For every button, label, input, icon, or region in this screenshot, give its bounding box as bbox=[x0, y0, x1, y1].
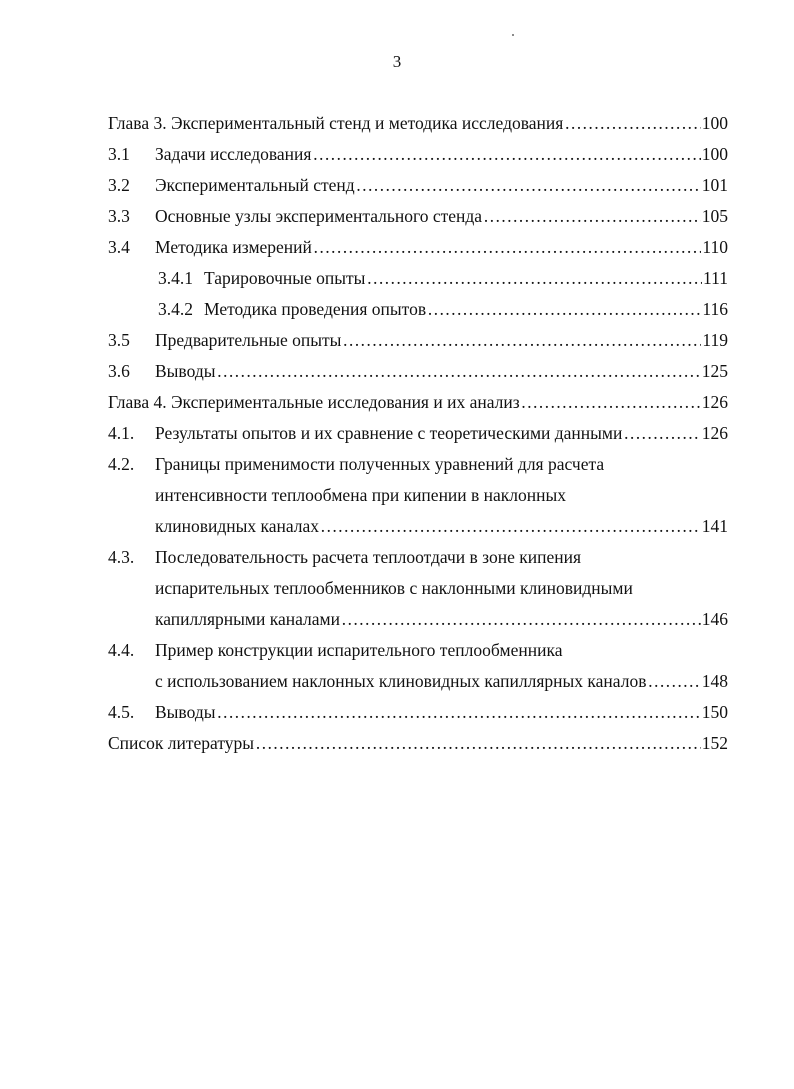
toc-section-3-1 bbox=[108, 139, 728, 170]
toc-section-3-5 bbox=[108, 325, 728, 356]
toc-title: Результаты опытов и их сравнение с теоретическими данными bbox=[155, 423, 623, 443]
leader-dots bbox=[341, 604, 701, 635]
leader-dots bbox=[216, 697, 700, 728]
toc-title: капиллярными каналами bbox=[155, 609, 340, 629]
toc-title: Глава 4. Экспериментальные исследования и их анализ bbox=[108, 392, 520, 412]
page-number: 3 bbox=[392, 52, 402, 71]
toc-page: 126 bbox=[701, 423, 728, 443]
toc-title: Экспериментальный стенд bbox=[155, 175, 355, 195]
leader-dots bbox=[366, 263, 702, 294]
toc-title: Список литературы bbox=[108, 733, 255, 753]
toc-section-3-2 bbox=[108, 170, 728, 201]
toc-references bbox=[108, 728, 728, 759]
toc-section-4-2-line2 bbox=[108, 480, 728, 511]
toc-page: 101 bbox=[701, 175, 728, 195]
toc-page: 105 bbox=[701, 206, 728, 226]
toc-number: 3.4.1 bbox=[158, 268, 193, 288]
scan-speck bbox=[512, 34, 514, 36]
toc-number: 3.2 bbox=[108, 175, 130, 195]
toc-title: Тарировочные опыты bbox=[204, 268, 366, 288]
leader-dots bbox=[521, 387, 701, 418]
toc-page: 100 bbox=[701, 144, 728, 164]
toc-page: 111 bbox=[703, 268, 728, 288]
table-of-contents bbox=[108, 108, 728, 759]
leader-dots bbox=[647, 666, 700, 697]
toc-page: 100 bbox=[701, 113, 728, 133]
toc-page: 125 bbox=[701, 361, 728, 381]
toc-page: 146 bbox=[701, 609, 728, 629]
leader-dots bbox=[427, 294, 701, 325]
toc-section-3-6 bbox=[108, 356, 728, 387]
leader-dots bbox=[564, 108, 700, 139]
toc-page: 119 bbox=[702, 330, 728, 350]
toc-chapter-4 bbox=[108, 387, 728, 418]
toc-title: с использованием наклонных клиновидных капиллярных каналов bbox=[155, 671, 647, 691]
toc-section-4-3-line2 bbox=[108, 573, 728, 604]
toc-title: Предварительные опыты bbox=[155, 330, 342, 350]
toc-title: Границы применимости полученных уравнений для расчета bbox=[155, 454, 605, 474]
toc-number: 3.3 bbox=[108, 206, 130, 226]
toc-number: 3.6 bbox=[108, 361, 130, 381]
toc-page: 150 bbox=[701, 702, 728, 722]
toc-number: 3.5 bbox=[108, 330, 130, 350]
toc-section-3-4-1 bbox=[108, 263, 728, 294]
toc-chapter-3 bbox=[108, 108, 728, 139]
toc-page: 141 bbox=[701, 516, 728, 536]
toc-page: 126 bbox=[701, 392, 728, 412]
leader-dots bbox=[255, 728, 701, 759]
toc-number: 4.2. bbox=[108, 454, 135, 474]
leader-dots bbox=[623, 418, 700, 449]
toc-page: 148 bbox=[701, 671, 728, 691]
toc-section-3-4 bbox=[108, 232, 728, 263]
toc-number: 3.4.2 bbox=[158, 299, 193, 319]
toc-title: испарительных теплообменников с наклонными клиновидными bbox=[155, 578, 633, 598]
toc-number: 4.1. bbox=[108, 423, 135, 443]
toc-title: Основные узлы экспериментального стенда bbox=[155, 206, 483, 226]
toc-number: 3.4 bbox=[108, 237, 130, 257]
toc-section-3-3 bbox=[108, 201, 728, 232]
toc-section-4-4-line1 bbox=[108, 635, 728, 666]
leader-dots bbox=[313, 232, 701, 263]
toc-number: 4.5. bbox=[108, 702, 135, 722]
toc-section-4-3-line3 bbox=[108, 604, 728, 635]
toc-page: 152 bbox=[701, 733, 728, 753]
leader-dots bbox=[342, 325, 701, 356]
toc-title: Методика проведения опытов bbox=[204, 299, 427, 319]
toc-title: Выводы bbox=[155, 702, 216, 722]
leader-dots bbox=[320, 511, 701, 542]
leader-dots bbox=[483, 201, 701, 232]
toc-section-4-2-line3 bbox=[108, 511, 728, 542]
toc-title: интенсивности теплообмена при кипении в наклонных bbox=[155, 485, 567, 505]
toc-title: Задачи исследования bbox=[155, 144, 312, 164]
toc-title: Последовательность расчета теплоотдачи в зоне кипения bbox=[155, 547, 582, 567]
toc-number: 3.1 bbox=[108, 144, 130, 164]
toc-title: Выводы bbox=[155, 361, 216, 381]
toc-section-4-2-line1 bbox=[108, 449, 728, 480]
toc-section-4-5 bbox=[108, 697, 728, 728]
toc-section-4-1 bbox=[108, 418, 728, 449]
toc-title: клиновидных каналах bbox=[155, 516, 320, 536]
toc-section-3-4-2 bbox=[108, 294, 728, 325]
leader-dots bbox=[356, 170, 701, 201]
toc-section-4-4-line2 bbox=[108, 666, 728, 697]
toc-page: 110 bbox=[702, 237, 728, 257]
leader-dots bbox=[312, 139, 700, 170]
toc-section-4-3-line1 bbox=[108, 542, 728, 573]
toc-title: Пример конструкции испарительного теплообменника bbox=[155, 640, 563, 660]
toc-title: Глава 3. Экспериментальный стенд и методика исследования bbox=[108, 113, 564, 133]
toc-title: Методика измерений bbox=[155, 237, 312, 257]
toc-number: 4.3. bbox=[108, 547, 135, 567]
toc-page: 116 bbox=[702, 299, 728, 319]
leader-dots bbox=[216, 356, 700, 387]
toc-number: 4.4. bbox=[108, 640, 135, 660]
